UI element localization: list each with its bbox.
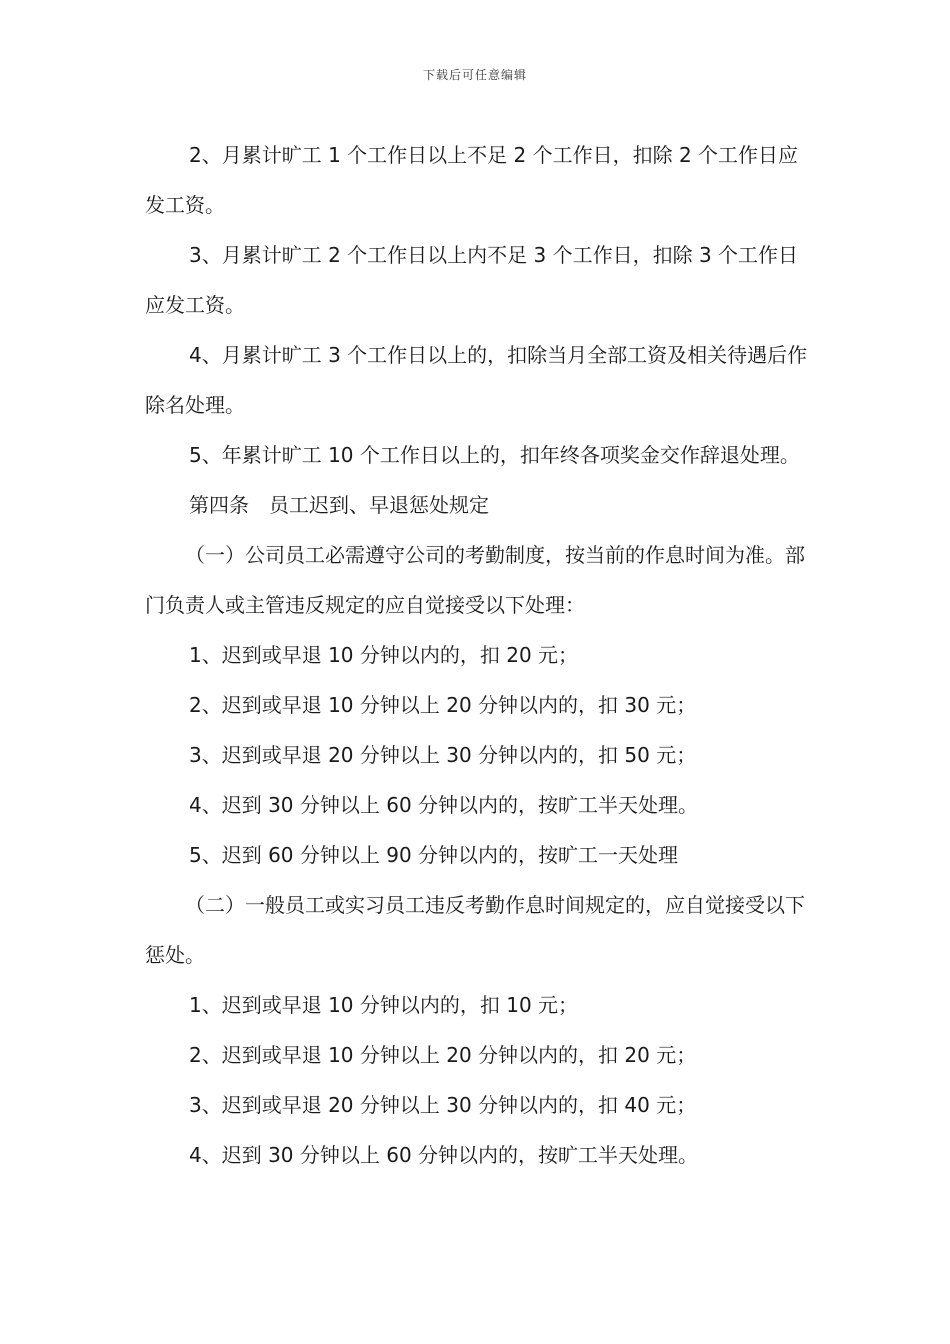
paragraph-managers-4: 4、迟到 30 分钟以上 60 分钟以内的，按旷工半天处理。 [189,793,699,817]
page-header: 下载后可任意编辑 [422,68,527,82]
section-heading-article-4: 第四条 员工迟到、早退惩处规定 [189,493,489,517]
paragraph-staff-4: 4、迟到 30 分钟以上 60 分钟以内的，按旷工半天处理。 [189,1143,699,1167]
paragraph-staff-3: 3、迟到或早退 20 分钟以上 30 分钟以内的，扣 40 元； [189,1093,697,1117]
paragraph-managers-5: 5、迟到 60 分钟以上 90 分钟以内的，按旷工一天处理 [189,843,679,867]
paragraph-absence-3: 3、月累计旷工 2 个工作日以上内不足 3 个工作日，扣除 3 个工作日应发工资。 [145,243,799,317]
paragraph-managers-3: 3、迟到或早退 20 分钟以上 30 分钟以内的，扣 50 元； [189,743,697,767]
document-body [145,130,810,1180]
paragraph-absence-2: 2、月累计旷工 1 个工作日以上不足 2 个工作日，扣除 2 个工作日应发工资。 [145,143,799,217]
paragraph-managers-2: 2、迟到或早退 10 分钟以上 20 分钟以内的，扣 30 元； [189,693,697,717]
paragraph-managers-rule: （一）公司员工必需遵守公司的考勤制度，按当前的作息时间为准。部门负责人或主管违反规定的应自觉接受以下处理： [145,543,805,617]
paragraph-staff-2: 2、迟到或早退 10 分钟以上 20 分钟以内的，扣 20 元； [189,1043,697,1067]
paragraph-absence-5: 5、年累计旷工 10 个工作日以上的，扣年终各项奖金交作辞退处理。 [189,443,800,467]
paragraph-staff-rule: （二）一般员工或实习员工违反考勤作息时间规定的，应自觉接受以下惩处。 [145,893,805,967]
paragraph-managers-1: 1、迟到或早退 10 分钟以内的，扣 20 元； [189,643,579,667]
paragraph-absence-4: 4、月累计旷工 3 个工作日以上的，扣除当月全部工资及相关待遇后作除名处理。 [145,343,808,417]
paragraph-staff-1: 1、迟到或早退 10 分钟以内的，扣 10 元； [189,993,579,1017]
